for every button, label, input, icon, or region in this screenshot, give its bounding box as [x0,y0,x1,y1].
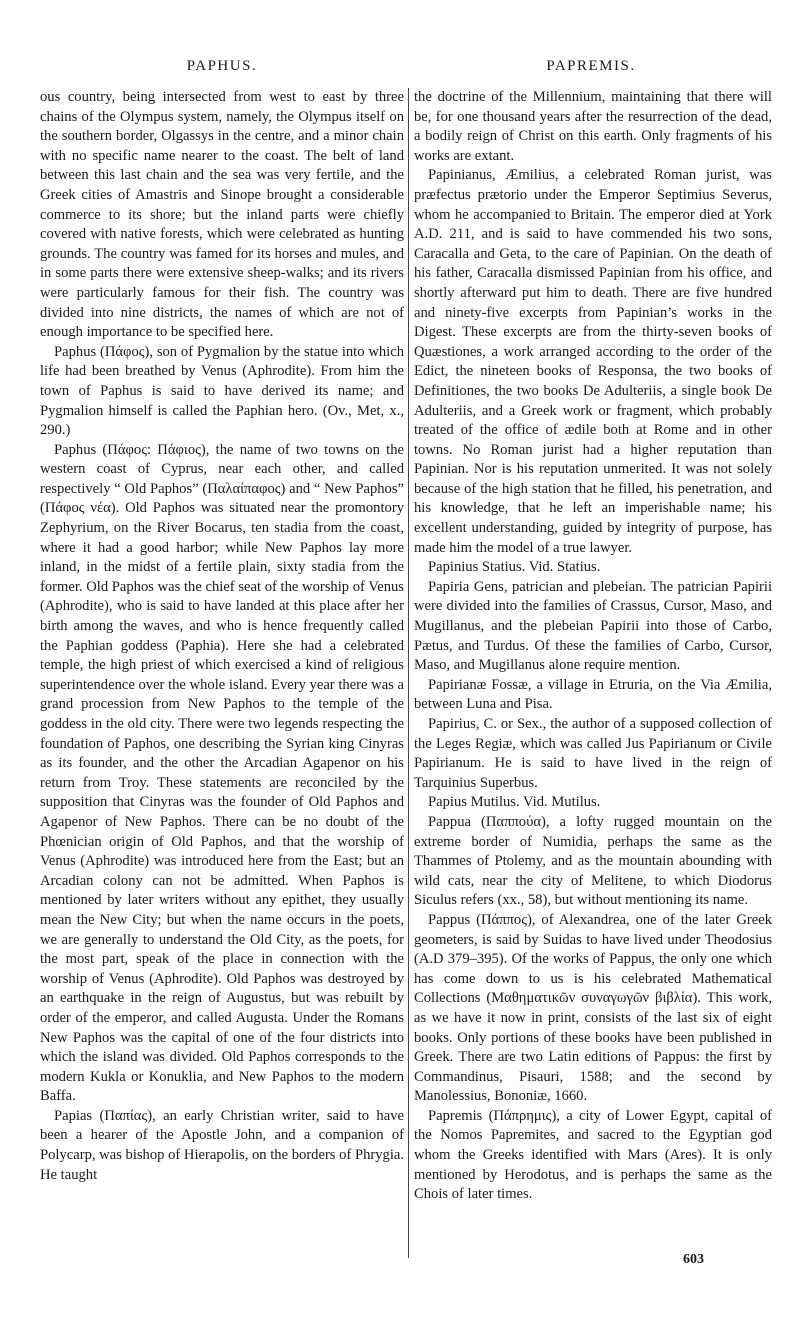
entry-papirianae-fossae: Papirianæ Fossæ, a village in Etruria, on the Via Æmilia, between Luna and Pisa. [414,676,772,713]
entry-papinianus: Papinianus, Æmilius, a celebrated Roman jurist, was præfectus prætorio under the Emperor Septimius Severus, whom he accompanied to Britain. The emperor died at York A.D. 211, and is said to have commended his two sons, Caracalla and Geta, to the care of Papinian. On the death of his father, Caracalla dismissed Papinian from his office, and shortly afterward put him to death. There are five hundred and ninety-five excerpts from Papinian’s works in the Digest. These excerpts are from the thirty-seven books of Quæstiones, a work arranged according to the order of the Edict, the nineteen books of Responsa, the two books of Definitiones, the two books De Adulteriis, a single book De Adulteriis, and a Greek work or fragment, which probably treated of the office of ædile both at Rome and in other towns. No Roman jurist had a higher reputation than Papinian. Nor is his reputation unmerited. It was not solely because of the high station that he filled, his penetration, and his knowledge, that he left an imperishable name; his excellent understanding, guided by integrity of purpose, has made him the model of a true lawyer. [414,167,772,556]
entry-papiria-gens: Papiria Gens, patrician and plebeian. The patrician Papirii were divided into the families of Crassus, Cursor, Maso, and Mugillanus, and the plebeian Papirii into those of Carbo, Pætus, and Turdus. Of these the families of Carbo, Cursor, Maso, and Mugillanus alone require mention. [414,578,772,674]
entry-papius: Papius Mutilus. Vid. Mutilus. [428,794,601,811]
entry-papias: Papias (Παπίας), an early Christian writer, said to have been a hearer of the Apostle John, and a companion of Polycarp, was bishop of Hierapolis, on the borders of Phrygia. He taught [40,1107,404,1183]
entry-pappus: Pappus (Πάππος), of Alexandrea, one of the later Greek geometers, is said by Suidas to have lived under Theodosius (A.D 379–395). Of the works of Pappus, the only one which has come down to us is his celebrated Mathematical Collections (Μαθηματικῶν συναγωγῶν βιβλία). This work, as we have it now in print, consists of the last six of eight books. Only portions of these books have been published in Greek. There are two Latin editions of Pappus: the first by Commandinus, Pisauri, 1588; and the second by Manolessius, Bononiæ, 1660. [414,911,772,1105]
right-running-title: PAPREMIS. [546,58,636,74]
entry-paphus-towns: Paphus (Πάφος: Πάφιος), the name of two towns on the western coast of Cyprus, near each other, and called respectively “ Old Paphos” (Παλαίπαφος) and “ New Paphos” (Πάφος νέα). Old Paphos was situated near the promontory Zephyrium, on the River Bocarus, ten stadia from the coast, where it had a good harbor; while New Paphos lay more inland, in the midst of a fertile plain, sixty stadia from the former. Old Paphos was the chief seat of the worship of Venus (Aphrodite), who is said to have landed at this place after her birth among the waves, and who is hence frequently called the Paphian goddess (Paphia). Here she had a celebrated temple, the high priest of which exercised a kind of religious superintendence over the whole island. Every year there was a grand procession from New Paphos to the temple of the goddess in the old city. There were two legends respecting the foundation of Paphos, one describing the Syrian king Cinyras as its founder, and the other the Arcadian Agapenor on his return from Troy. These statements are reconciled by the supposition that Cinyras was the founder of Old Paphos and Agapenor of New Paphos. There can be no doubt of the Phœnician origin of Old Paphos, and that the worship of Venus (Aphrodite) was introduced here from the East; but an Arcadian colony can not be admitted. When Paphos is mentioned by later writers without any epithet, they usually mean the New City; but when the name occurs in the poets, we are generally to understand the Old City, as the poets, for the most part, speak of the place in connection with the worship of Venus (Aphrodite). Old Paphos was destroyed by an earthquake in the reign of Augustus, but was rebuilt by order of the emperor, and called Augusta. Under the Romans New Paphos was the capital of one of the four districts into which the island was divided. Old Paphos corresponds to the modern Kukla or Konuklia, and New Paphos to the modern Baffa. [40,441,404,1105]
entry-papias-continuation: the doctrine of the Millennium, maintaining that there will be, for one thousand years after the resurrection of the dead, a bodily reign of Christ on this earth. Only fragments of his works are extant. [414,89,772,164]
left-running-title: PAPHUS. [186,58,258,74]
running-header [40,58,770,84]
entry-paphus-son: Paphus (Πάφος), son of Pygmalion by the statue into which life had been breathed by Venus (Aphrodite). From him the town of Paphus is said to have derived its name; and Pygmalion himself is called the Paphian hero. (Ov., Met, x., 290.) [40,343,404,439]
right-column [414,88,772,1205]
entry-pappua: Pappua (Παππούα), a lofty rugged mountain on the extreme border of Numidia, perhaps the same as the Thammes of Ptolemy, and as the mountain abounding with wild cats, near the city of Melitene, to which Diodorus Siculus refers (xx., 58), but without mentioning its name. [414,813,772,909]
column-divider [408,88,409,1258]
entry-papremis: Papremis (Πάπρημις), a city of Lower Egypt, capital of the Nomos Papremites, and sacred to the Egyptian god whom the Greeks identified with Mars (Ares). It is only mentioned by Herodotus, and is perhaps the same as the Chois of later times. [414,1107,772,1203]
page-number: 603 [683,1252,704,1267]
entry-papinius: Papinius Statius. Vid. Statius. [428,559,601,576]
entry-continuation: ous country, being intersected from west to east by three chains of the Olympus system, namely, the Olympus itself on the southern border, Olgassys in the centre, and a minor chain with no specific name nearer to the coast. The belt of land between this last chain and the sea was very fertile, and the Greek cities of Amastris and Sinope brought a considerable commerce to its shore; but the inland parts were chiefly covered with native forests, which were celebrated as hunting grounds. The country was famed for its horses and mules, and in some parts there were extensive sheep-walks; and its rivers were particularly famous for their fish. The country was divided into nine districts, the names of which are not of enough importance to be specified here. [40,89,404,341]
entry-papirius: Papirius, C. or Sex., the author of a supposed collection of the Leges Regiæ, which was called Jus Papirianum or Civile Papirianum. He is said to have lived in the reign of Tarquinius Superbus. [414,716,772,791]
left-column [40,88,404,1185]
